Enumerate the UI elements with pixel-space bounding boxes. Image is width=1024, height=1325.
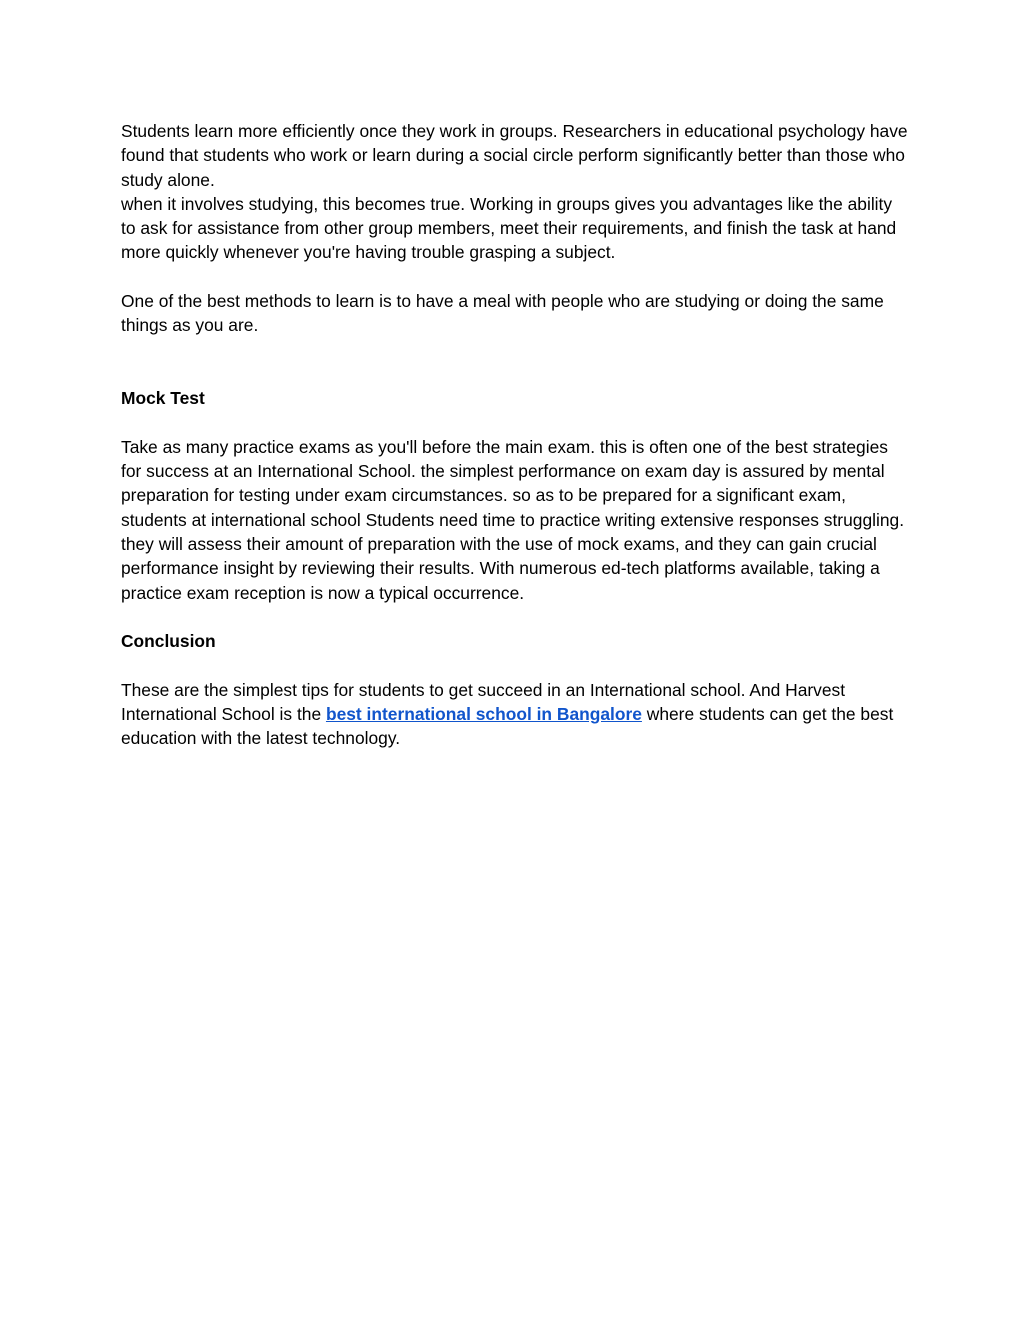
mock-test-paragraph: Take as many practice exams as you'll before the main exam. this is often one of the best strategies for success at an International School. the simplest performance on exam day is assured by mental preparation for testing under exam circumstances. so as to be prepared for a significant exam, students at international school Students need time to practice writing extensive responses struggling. they will assess their amount of preparation with the use of mock exams, and they can gain crucial performance insight by reviewing their results. With numerous ed-tech platforms available, taking a practice exam reception is now a typical occurrence. [121,436,905,603]
intro-paragraph-2: One of the best methods to learn is to have a meal with people who are studying or doing the same things as you are. [121,291,884,336]
paragraph-gap [121,265,911,289]
section-gap [121,338,911,387]
intro-paragraph-1 [121,119,911,265]
document-page [121,119,911,751]
conclusion-heading: Conclusion [121,631,216,652]
conclusion-paragraph [121,678,911,751]
best-school-link[interactable]: best international school in Bangalore [325,704,642,725]
conclusion-text-before-link: These are the simplest tips for students to get succeed in an International school. And Harvest International School is the [121,679,846,725]
intro-sentence-group-1: Students learn more efficiently once they work in groups. Researchers in educational psychology have found that students who work or learn during a social circle perform significantly better than those who study alone. [121,121,908,190]
section-gap [121,605,911,629]
mock-test-heading: Mock Test [121,388,205,409]
paragraph-gap [121,654,911,678]
conclusion-text-after-link: where students can get the best education with the latest technology. [121,704,894,749]
paragraph-gap [121,411,911,435]
intro-sentence-group-2: when it involves studying, this becomes true. Working in groups gives you advantages like the ability to ask for assistance from other group members, meet their requirements, and finish the task at hand more quickly whenever you're having trouble grasping a subject. [121,193,897,263]
